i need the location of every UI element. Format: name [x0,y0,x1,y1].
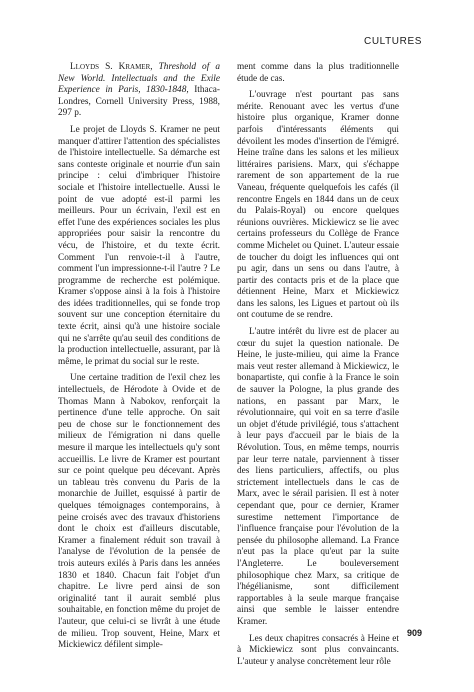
review-book-title: Threshold of a New World. Intellectuals and the Exile Experience in Paris, 1830-1848, [58,62,220,96]
section-header: CULTURES [364,36,422,47]
paragraph: ment comme dans la plus traditionnelle étude de cas. [237,62,399,84]
paragraph: Une certaine tradition de l'exil chez les intellectuels, de Hérodote à Ovide et de Thomas Mann à Nabokov, renforçait la pertinence d'une telle approche. On sait peu de chose sur le fonctionnement des milieux de l'émigration ni dans quelle mesure il marque les intellectuels qu'y sont accueillis. Le livre de Kramer est pourtant sur ce point quelque peu décevant. Après un tableau très convenu du Paris de la monarchie de Juillet, esquissé à partir de quelques témoignages contemporains, à peine croisés avec des travaux d'historiens dont le choix est d'ailleurs discutable, Kramer a finalement réduit son travail à l'analyse de l'évolution de la pensée de trois auteurs exilés à Paris dans les années 1830 et 1840. Chacun fait l'objet d'un chapitre. Le livre perd ainsi de son originalité tant il aurait semblé plus souhaitable, en fonction même du projet de l'auteur, que celui-ci se livrât à une étude de milieu. Trop souvent, Heine, Marx et Mickiewicz défilent simple- [58,373,220,651]
review-author: Lloyds S. Kramer, [70,62,153,72]
paragraph: L'autre intérêt du livre est de placer au cœur du sujet la question nationale. De Heine, le juste-milieu, qui aime la France mais veut rester allemand à Mickiewicz, le bonapartiste, qui confie à la France le soin de sauver la Pologne, la plus grande des nations, en passant par Marx, le révolutionnaire, qui voit en sa terre d'asile un objet d'étude privilégié, tous s'attachent à leur pays d'accueil par le biais de la Révolution. Tous, en même temps, nourris par leur terre natale, parviennent à tisser des liens particuliers, affectifs, ou plus strictement intellectuels dans le cas de Marx, avec le sérail parisien. Il est à noter cependant que, pour ce dernier, Kramer surestime nettement l'importance de l'influence française pour l'évolution de la pensée du philosophe allemand. La France n'eut pas la place qu'eut par la suite l'Angleterre. Le bouleversement philosophique chez Marx, sa critique de l'hégélianisme, sont difficilement rapportables à la seule marque française ainsi que semble le laisser entendre Kramer. [237,327,399,627]
paragraph: L'ouvrage n'est pourtant pas sans mérite. Renouant avec les vertus d'une histoire plus organique, Kramer donne parfois d'intéressants éléments qui dévoilent les modes d'insertion de l'émigré. Heine traîne dans les salons et les milieux littéraires parisiens. Marx, qui s'échappe rarement de son appartement de la rue Vaneau, fréquente quelquefois les cafés (il rencontre Engels en 1844 dans un de ceux du Palais-Royal) ou encore quelques réunions ouvrières. Mickiewicz se lie avec certains professeurs du Collège de France comme Michelet ou Quinet. L'auteur essaie de toucher du doigt les influences qui ont pu agir, dans un sens ou dans l'autre, à partir des contacts pris et de la place que détiennent Heine, Marx et Mickiewicz dans les salons, les Ligues et partout où ils ont coutume de se rendre. [237,90,399,321]
review-reference [58,62,220,120]
review-publication: Ithaca-Londres, Cornell University Press, 1988, 297 p. [58,85,220,119]
left-column [58,62,220,652]
paragraph: Le projet de Lloyds S. Kramer ne peut manquer d'attirer l'attention des spécialistes de l'histoire intellectuelle. Sa démarche est sans conteste originale et nourrie d'un sain principe : celui d'imbriquer l'histoire sociale et l'histoire intellectuelle. Aussi le point de vue adopté est-il parmi les meilleurs. Pour un écrivain, l'exil est en effet l'une des expériences sociales les plus appropriées pour saisir la rencontre du vécu, de l'histoire, et du texte écrit. Comment l'un renvoie-t-il à l'autre, comment l'un impressionne-t-il l'autre ? Le programme de recherche est polémique. Kramer s'oppose ainsi à la fois à l'histoire des idées traditionnelles, qui se fonde trop souvent sur une conception éternitaire du texte écrit, ainsi qu'à une histoire sociale qui ne s'arrête qu'au seuil des conditions de la production intellectuelle, assurant, par là même, le primat du social sur le reste. [58,124,220,367]
right-column [237,62,399,668]
page-number: 909 [406,628,422,638]
paragraph: Les deux chapitres consacrés à Heine et à Mickiewicz sont plus convaincants. L'auteur y analyse concrètement leur rôle [237,633,399,667]
